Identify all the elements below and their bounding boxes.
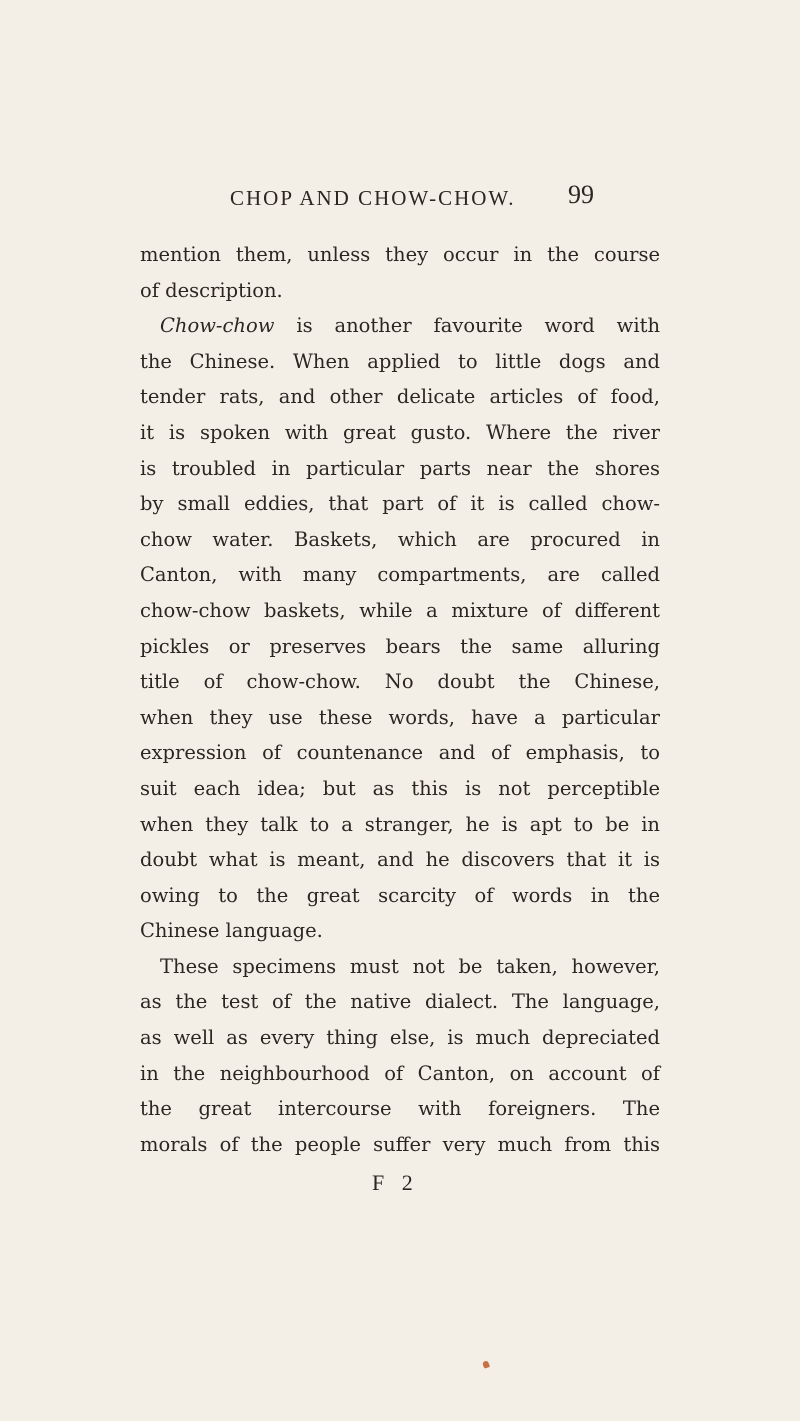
text-line: the great intercourse with foreigners. The bbox=[140, 1097, 660, 1121]
text-line: in the neighbourhood of Canton, on account of bbox=[140, 1061, 660, 1085]
text-line: expression of countenance and of emphasis, to bbox=[140, 741, 660, 765]
text-line: tender rats, and other delicate articles of food, bbox=[140, 385, 660, 409]
stain-mark bbox=[482, 1360, 490, 1369]
text-line: mention them, unless they occur in the course bbox=[140, 243, 660, 266]
text-line: chow water. Baskets, which are procured in bbox=[140, 527, 660, 551]
text-line: by small eddies, that part of it is called chow- bbox=[140, 492, 660, 516]
italic-term: Chow-chow bbox=[160, 314, 275, 338]
text-line: doubt what is meant, and he discovers that it is bbox=[140, 848, 660, 872]
text-line-rest: is another favourite word with bbox=[296, 314, 660, 338]
text-line: Canton, with many compartments, are called bbox=[140, 563, 660, 587]
signature-mark: F 2 bbox=[372, 1170, 419, 1195]
text-line: when they use these words, have a particular bbox=[140, 705, 660, 729]
text-line: suit each idea; but as this is not perceptible bbox=[140, 776, 660, 800]
text-line: as the test of the native dialect. The language, bbox=[140, 990, 660, 1014]
text-line: Chinese language. bbox=[140, 919, 323, 943]
text-line: is troubled in particular parts near the shores bbox=[140, 456, 660, 480]
text-line: as well as every thing else, is much depreciated bbox=[140, 1026, 660, 1050]
page-number: 99 bbox=[568, 180, 594, 209]
text-line: owing to the great scarcity of words in the bbox=[140, 883, 660, 907]
text-line: chow-chow baskets, while a mixture of different bbox=[140, 598, 660, 622]
text-line bbox=[140, 308, 660, 344]
text-line: it is spoken with great gusto. Where the river bbox=[140, 420, 660, 444]
text-line: when they talk to a stranger, he is apt to be in bbox=[140, 812, 660, 836]
text-line: title of chow-chow. No doubt the Chinese, bbox=[140, 670, 660, 694]
body-text bbox=[140, 237, 660, 1162]
text-line: These specimens must not be taken, however, bbox=[160, 954, 660, 978]
running-head: CHOP AND CHOW-CHOW. bbox=[230, 186, 516, 210]
text-line: of description. bbox=[140, 278, 283, 302]
text-line: pickles or preserves bears the same alluring bbox=[140, 634, 660, 658]
text-line: morals of the people suffer very much from this bbox=[140, 1132, 660, 1156]
text-line: the Chinese. When applied to little dogs and bbox=[140, 349, 660, 373]
